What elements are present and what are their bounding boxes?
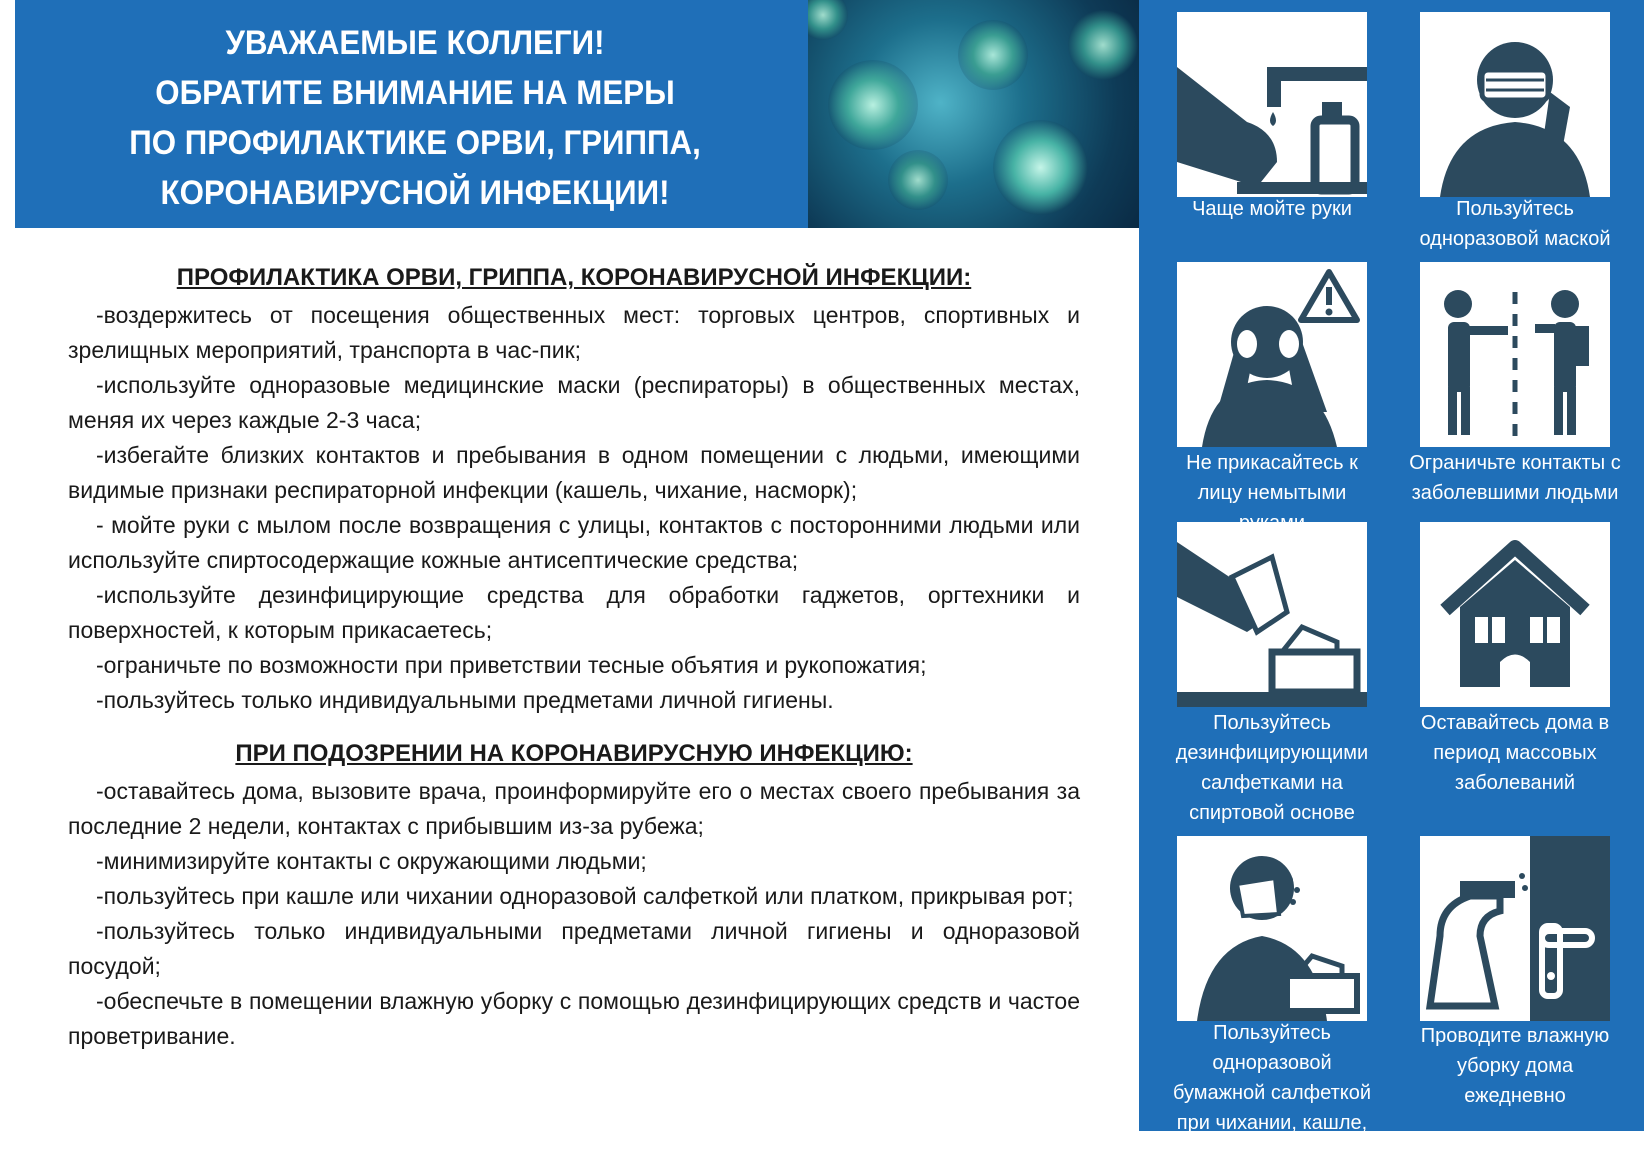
tile-caption: Чаще мойте руки — [1192, 198, 1352, 220]
tile-cleaning — [1420, 836, 1610, 1116]
pictogram-panel — [1139, 0, 1644, 1164]
tile-caption: Проводите влажную уборку дома ежедневно — [1420, 1025, 1610, 1107]
banner-title-line: КОРОНАВИРУСНОЙ ИНФЕКЦИИ! — [160, 174, 670, 212]
list-item: -используйте одноразовые медицинские маски (респираторы) в общественных местах, меняя их через каждые 2-3 часа; — [68, 372, 1080, 433]
virus-particle — [808, 0, 848, 40]
list-item: -пользуйтесь при кашле или чихании одноразовой салфеткой или платком, прикрывая рот; — [96, 883, 1074, 909]
tile-caption: Не прикасайтесь к лицу немытыми — [1186, 452, 1358, 504]
main-content — [68, 262, 1080, 1054]
tile-house — [1420, 522, 1610, 794]
tile-caption: Пользуйтесь дезинфицирующими салфетками на спиртовой основе — [1175, 712, 1369, 824]
list-item: -воздержитесь от посещения общественных мест: торговых центров, спортивных и зрелищных мероприятий, транспорта в час-пик; — [68, 302, 1080, 363]
tile-hand-washing — [1177, 12, 1367, 242]
list-item: - мойте руки с мылом после возвращения с улицы, контактов с посторонними людьми или используйте спиртосодержащие кожные антисептические средства; — [68, 512, 1080, 573]
header-banner — [15, 0, 1139, 228]
list-item: -оставайтесь дома, вызовите врача, проинформируйте его о местах своего пребывания за последние 2 недели, контактах с прибывшим из-за рубежа; — [68, 778, 1080, 839]
tile-sneezing — [1172, 836, 1372, 1164]
banner-title-line: УВАЖАЕМЫЕ КОЛЛЕГИ! — [225, 24, 605, 62]
section-title-prevention: ПРОФИЛАКТИКА ОРВИ, ГРИППА, КОРОНАВИРУСНОЙ ИНФЕКЦИИ: — [176, 264, 972, 291]
tile-caption: Оставайтесь дома в период массовых заболеваний — [1420, 712, 1610, 794]
distance-icon — [1420, 262, 1610, 447]
tile-caption: Пользуйтесь одноразовой маской — [1419, 198, 1611, 250]
virus-particle — [1068, 10, 1138, 80]
spray-door-handle-icon — [1420, 836, 1610, 1021]
sneezing-tissue-icon — [1177, 836, 1367, 1021]
list-item: -используйте дезинфицирующие средства для обработки гаджетов, оргтехники и поверхностей, к которым прикасаетесь; — [68, 582, 1080, 643]
house-icon — [1420, 522, 1610, 707]
disinfecting-wipes-icon — [1177, 522, 1367, 707]
list-item: -ограничьте по возможности при приветствии тесные объятия и рукопожатия; — [96, 652, 927, 678]
list-item: -пользуйтесь только индивидуальными предметами личной гигиены и одноразовой посудой; — [68, 918, 1080, 979]
touching-face-warning-icon — [1177, 262, 1367, 447]
virus-particle — [993, 120, 1088, 215]
virus-particle — [888, 150, 948, 210]
virus-particle — [958, 20, 1028, 90]
banner-title-line: ПО ПРОФИЛАКТИКЕ ОРВИ, ГРИППА, — [129, 124, 701, 162]
virus-particle — [828, 60, 918, 150]
tile-face-mask — [1419, 12, 1611, 250]
tile-wipes — [1177, 522, 1367, 822]
tile-caption: Пользуйтесь одноразовой бумажной салфеткой при чихании, кашле, насморке — [1172, 1022, 1372, 1164]
list-item: -избегайте близких контактов и пребывания в одном помещении с людьми, имеющими видимые признаки респираторной инфекции (кашель, чихание, насморк); — [68, 442, 1080, 503]
virus-illustration — [808, 0, 1139, 228]
list-item: -пользуйтесь только индивидуальными предметами личной гигиены. — [96, 687, 834, 713]
tile-touching-face — [1177, 262, 1367, 512]
tile-caption: Ограничьте контакты с заболевшими людьми — [1409, 452, 1621, 504]
hand-washing-icon — [1177, 12, 1367, 197]
banner-title — [47, 18, 783, 218]
list-item: -обеспечьте в помещении влажную уборку с помощью дезинфицирующих средств и частое проветривание. — [68, 988, 1080, 1049]
section-title-suspicion: ПРИ ПОДОЗРЕНИИ НА КОРОНАВИРУСНУЮ ИНФЕКЦИЮ: — [235, 740, 913, 767]
face-mask-icon — [1420, 12, 1610, 197]
banner-title-line: ОБРАТИТЕ ВНИМАНИЕ НА МЕРЫ — [155, 74, 675, 112]
list-item: -минимизируйте контакты с окружающими людьми; — [96, 848, 647, 874]
tile-distance — [1409, 262, 1621, 512]
